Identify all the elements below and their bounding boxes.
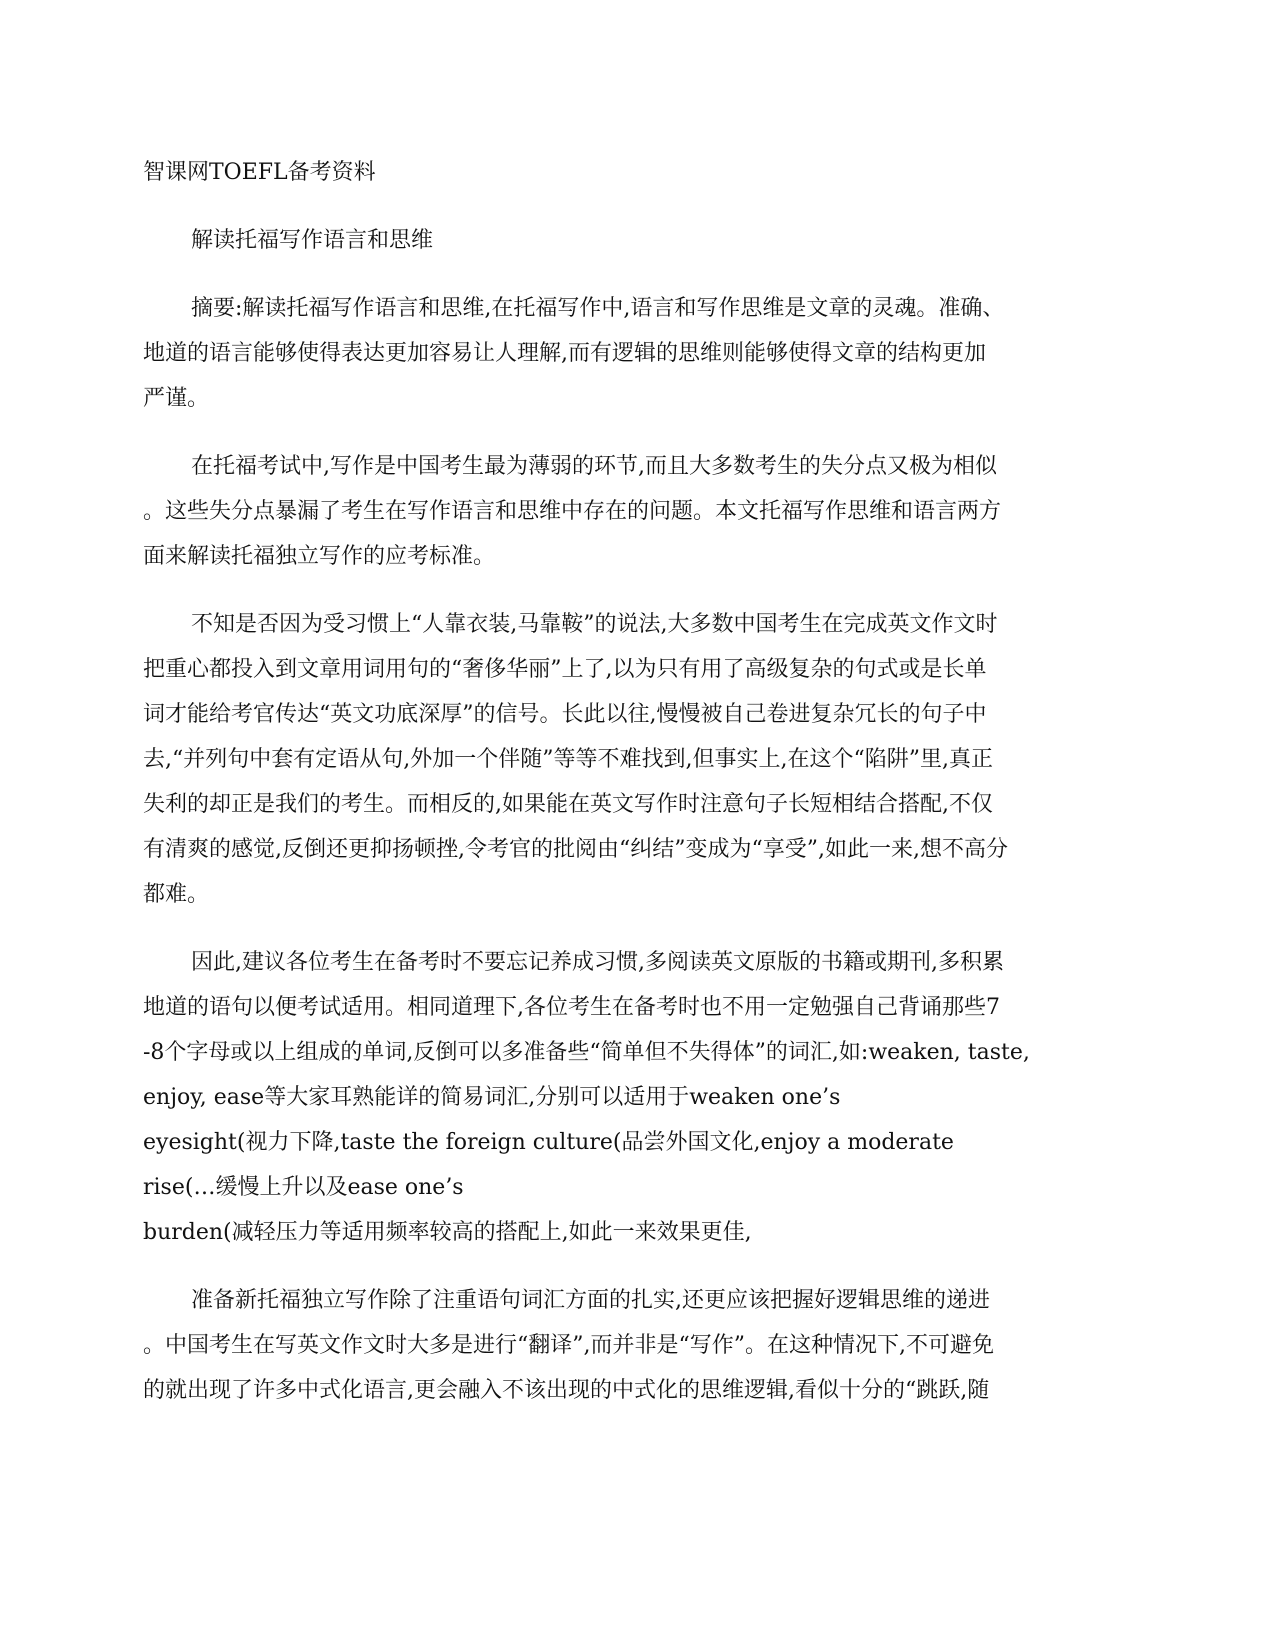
paragraph-summary bbox=[143, 286, 1073, 421]
paragraph-line: 失利的却正是我们的考生。而相反的,如果能在英文写作时注意句子长短相结合搭配,不仅 bbox=[143, 792, 993, 817]
paragraph-logic bbox=[143, 1278, 1073, 1413]
paragraph-line: 都难。 bbox=[143, 882, 210, 907]
paragraph-line: 因此,建议各位考生在备考时不要忘记养成习惯,多阅读英文原版的书籍或期刊,多积累 bbox=[191, 950, 1004, 975]
paragraph-line: 去,“并列句中套有定语从句,外加一个伴随”等等不难找到,但事实上,在这个“陷阱”里,真正 bbox=[143, 747, 993, 772]
paragraph-line: eyesight(视力下降,taste the foreign culture(品尝外国文化,enjoy a moderate bbox=[143, 1130, 954, 1155]
document-page bbox=[143, 150, 1073, 1413]
paragraph-line: 词才能给考官传达“英文功底深厚”的信号。长此以往,慢慢被自己卷进复杂冗长的句子中 bbox=[143, 702, 987, 727]
paragraph-line: 地道的语句以便考试适用。相同道理下,各位考生在备考时也不用一定勉强自己背诵那些7 bbox=[143, 995, 1000, 1020]
paragraph-language bbox=[143, 602, 1073, 917]
paragraph-line: 在托福考试中,写作是中国考生最为薄弱的环节,而且大多数考生的失分点又极为相似 bbox=[191, 454, 997, 479]
paragraph-line: 准备新托福独立写作除了注重语句词汇方面的扎实,还更应该把握好逻辑思维的递进 bbox=[191, 1288, 990, 1313]
paragraph-line: 摘要:解读托福写作语言和思维,在托福写作中,语言和写作思维是文章的灵魂。准确、 bbox=[191, 296, 1005, 321]
paragraph-line: burden(减轻压力等适用频率较高的搭配上,如此一来效果更佳, bbox=[143, 1220, 752, 1245]
paragraph-line: 不知是否因为受习惯上“人靠衣装,马靠鞍”的说法,大多数中国考生在完成英文作文时 bbox=[191, 612, 998, 637]
paragraph-line: rise(…缓慢上升以及ease one’s bbox=[143, 1175, 464, 1200]
paragraph-line: 把重心都投入到文章用词用句的“奢侈华丽”上了,以为只有用了高级复杂的句式或是长单 bbox=[143, 657, 987, 682]
document-header: 智课网TOEFL备考资料 bbox=[143, 160, 376, 185]
paragraph-intro bbox=[143, 444, 1073, 579]
paragraph-vocabulary bbox=[143, 940, 1073, 1255]
paragraph-line: -8个字母或以上组成的单词,反倒可以多准备些“简单但不失得体”的词汇,如:weaken, taste, bbox=[143, 1040, 1030, 1065]
paragraph-line: 。这些失分点暴漏了考生在写作语言和思维中存在的问题。本文托福写作思维和语言两方 bbox=[143, 499, 1002, 524]
paragraph-line: 有清爽的感觉,反倒还更抑扬顿挫,令考官的批阅由“纠结”变成为“享受”,如此一来,想不高分 bbox=[143, 837, 1008, 862]
paragraph-line: enjoy, ease等大家耳熟能详的简易词汇,分别可以适用于weaken one’s bbox=[143, 1085, 841, 1110]
paragraph-line: 。中国考生在写英文作文时大多是进行“翻译”,而并非是“写作”。在这种情况下,不可避免 bbox=[143, 1333, 994, 1358]
paragraph-line: 的就出现了许多中式化语言,更会融入不该出现的中式化的思维逻辑,看似十分的“跳跃,随 bbox=[143, 1378, 990, 1403]
document-title: 解读托福写作语言和思维 bbox=[191, 228, 434, 253]
paragraph-line: 面来解读托福独立写作的应考标准。 bbox=[143, 544, 496, 569]
paragraph-line: 严谨。 bbox=[143, 386, 210, 411]
paragraph-line: 地道的语言能够使得表达更加容易让人理解,而有逻辑的思维则能够使得文章的结构更加 bbox=[143, 341, 986, 366]
